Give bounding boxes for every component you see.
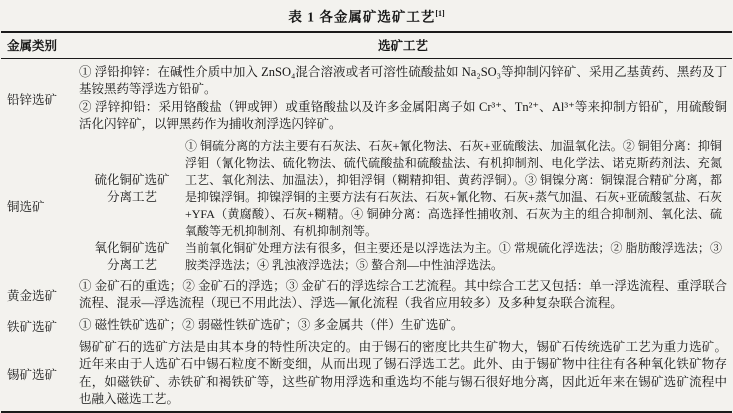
- row-label-lead-zinc: 铅锌选矿: [7, 92, 58, 107]
- subrow-label-line: 分离工艺: [106, 257, 157, 272]
- table-title-reference: [1]: [435, 9, 445, 18]
- subrow-content-copper-sulfide: ① 铜硫分离的方法主要有石灰法、石灰+氰化物法、石灰+亚硫酸法、加温氧化法。② 铜钼分离：抑铜浮钼（氰化物法、硫化物法、硫代硫酸盐和硫酸盐法、有机抑制剂、电化学法、诺克斯药剂法、充氮工艺、氧化剂法、加温法），抑钼浮铜（糊精抑钼、黄药浮铜）。③ 铜镍分离：铜镍混合精矿分离，都是抑镍浮铜。抑镍浮铜的主要方法有石灰法、石灰+氰化物、石灰+蒸气加温、石灰+亚硫酸氢盐、石灰+YFA（黄腐酸）、石灰+糊精。④ 铜砷分离：高选择性捕收剂、石灰为主的组合抑制剂、氧化法、硫氧酸等无机抑制剂、有机抑制剂等。: [185, 138, 722, 238]
- beneficiation-process-table: [1, 31, 732, 413]
- header-process: 选矿工艺: [377, 38, 428, 53]
- subrow-label-line: 分离工艺: [106, 189, 157, 204]
- row-label-tin: 锡矿选矿: [7, 367, 58, 382]
- row-content-iron: [79, 317, 732, 335]
- table-row-lead-zinc: [1, 59, 732, 136]
- table-header-row: [1, 33, 732, 59]
- row-label-copper: 铜选矿: [7, 199, 45, 214]
- subrow-label-line: 氧化铜矿选矿: [94, 240, 170, 255]
- row-content-lead-zinc: [79, 64, 732, 134]
- header-metal-category: 金属类别: [7, 38, 58, 53]
- row-label-gold: 黄金选矿: [7, 289, 58, 303]
- row-content-tin: [79, 339, 732, 409]
- subrow-label-line: 硫化铜矿选矿: [94, 172, 170, 187]
- row-content-gold: [79, 278, 732, 313]
- process-item: ① 磁性铁矿选矿；② 弱磁性铁矿选矿；③ 多金属共（伴）生矿选矿。: [79, 317, 464, 332]
- process-item: ① 金矿石的重选；② 金矿石的浮选；③ 金矿石的浮选综合工艺流程。其中综合工艺又包括：单一浮选流程、重浮联合流程、混汞—浮选流程（现已不用此法）、浮选—氰化流程（我省应用较多）及多种复杂联合流程。: [79, 278, 727, 310]
- table-title-text: 表 1 各金属矿选矿工艺: [288, 9, 436, 25]
- row-label-iron: 铁矿选矿: [7, 319, 58, 334]
- subrow-copper-sulfide: [79, 138, 727, 240]
- table-row-iron: [1, 315, 732, 337]
- process-item: ① 浮铅抑锌：在碱性介质中加入 ZnSO₄混合溶液或者可溶性硫酸盐如 Na₂SO₃等抑制闪锌矿、采用乙基黄药、黑药及丁基铵黑药等浮选方铅矿。: [79, 64, 727, 96]
- subrow-copper-oxide: [79, 240, 727, 274]
- table-row-tin: [1, 337, 732, 411]
- subrow-content-copper-oxide: 当前氧化铜矿处理方法有很多，但主要还是以浮选法为主。① 常规硫化浮选法；② 脂肪酸浮选法；③ 胺类浮选法；④ 乳浊液浮选法；⑤ 螯合剂—中性油浮选法。: [185, 240, 722, 272]
- subrow-label-copper-oxide: [79, 240, 185, 274]
- subrow-label-copper-sulfide: [79, 172, 185, 206]
- process-item: ② 浮锌抑铅：采用铬酸盐（钾或钾）或重铬酸盐以及许多金属阳离子如 Cr³⁺、Tn²⁺、Al³⁺等来抑制方铅矿，用硫酸铜活化闪锌矿，以钾黑药作为捕收剂浮选闪锌矿。: [79, 99, 727, 131]
- table-title: [0, 5, 733, 27]
- row-content-copper: [79, 138, 732, 274]
- process-item: 锡矿矿石的选矿方法是由其本身的特性所决定的。由于锡石的密度比共生矿物大，锡矿石传统选矿工艺为重力选矿。近年来由于人选矿石中锡石粒度不断变细，从而出现了锡石浮选工艺。此外、由于锡矿物中往往有各种氧化铁矿物存在，如磁铁矿、赤铁矿和褐铁矿等，这些矿物用浮选和重选均不能与锡石很好地分离，因此近年来在锡矿选矿流程中也融入磁选工艺。: [79, 339, 727, 406]
- table-row-copper: [1, 136, 732, 276]
- table-row-gold: [1, 276, 732, 315]
